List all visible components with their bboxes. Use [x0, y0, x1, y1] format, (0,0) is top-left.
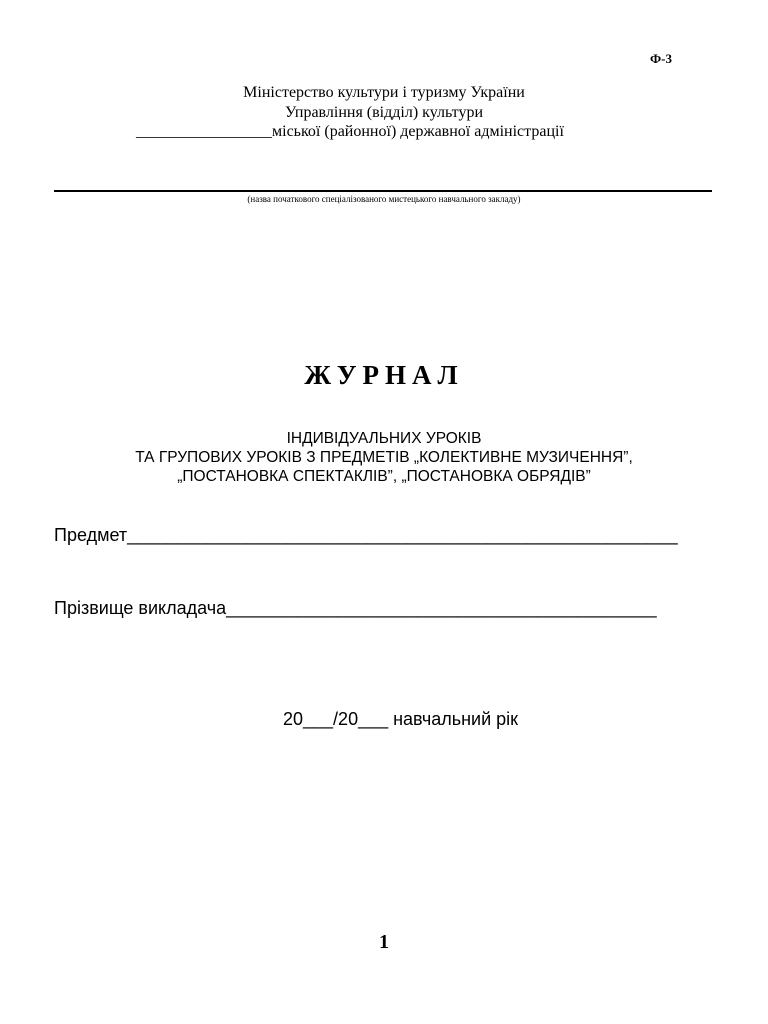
institution-caption: (назва початкового спеціалізованого мистецького навчального закладу): [247, 194, 521, 204]
subtitle-line-3: „ПОСТАНОВКА СПЕКТАКЛІВ”, „ПОСТАНОВКА ОБРЯДІВ”: [177, 468, 591, 485]
department-name: Управління (відділ) культури: [284, 104, 484, 121]
subtitle-line-2: ТА ГРУПОВИХ УРОКІВ З ПРЕДМЕТІВ „КОЛЕКТИВНЕ МУЗИЧЕННЯ”,: [135, 449, 633, 466]
subtitle-line-1: ІНДИВІДУАЛЬНИХ УРОКІВ: [286, 430, 482, 447]
teacher-field: Прізвище викладача___________________________________________: [54, 598, 657, 618]
institution-name-rule: [54, 190, 712, 192]
form-code: Ф-3: [650, 51, 672, 66]
academic-year: 20___/20___ навчальний рік: [283, 709, 519, 729]
page-title: ЖУРНАЛ: [304, 360, 464, 390]
subject-field: Предмет_______________________________________________________: [54, 525, 678, 545]
administration-line: _________________міської (районної) державної адміністрації: [136, 123, 564, 140]
ministry-name: Міністерство культури і туризму України: [243, 84, 525, 101]
page-number: 1: [379, 931, 389, 953]
